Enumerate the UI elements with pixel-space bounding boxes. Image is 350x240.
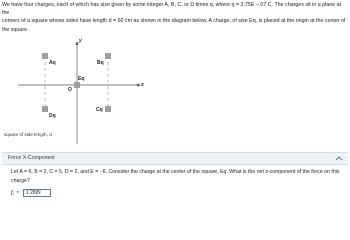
problem-line-3: the square.	[2, 26, 29, 33]
chevron-up-icon[interactable]	[334, 154, 344, 163]
charge-c-marker	[105, 106, 111, 112]
section-header[interactable]	[2, 153, 348, 165]
charge-d-marker	[42, 106, 48, 112]
problem-statement	[2, 1, 348, 34]
charge-b-marker	[105, 53, 111, 59]
y-axis-label: y	[79, 38, 82, 44]
charge-b-label: Bq	[97, 60, 104, 66]
force-x-section	[2, 152, 348, 218]
diagram-caption: square of side length, d	[4, 132, 52, 137]
origin-label: O	[68, 87, 72, 93]
charge-a-marker	[42, 53, 48, 59]
answer-label: fₓ =	[11, 190, 20, 196]
charge-d-label: Dq	[49, 113, 56, 119]
charge-a-label: Aq	[49, 60, 56, 66]
answer-row	[11, 188, 51, 198]
charge-c-label: Cq	[96, 107, 103, 113]
problem-line-1: We have four charges, each of which has size given by some integer A, B, C, or D times q, where q = 3.75E − 07 C. The charges sit in a plane at the	[2, 2, 341, 17]
x-axis-label: x	[141, 82, 144, 88]
charge-diagram	[0, 36, 175, 148]
question-line-1: Let A = 6, B = 2, C = 5, D = 2, and E = −6. Consider the charge at the center of the square, Eq. What is the net x-component of the force on this	[11, 169, 340, 175]
charge-e-marker	[74, 82, 80, 88]
question-text	[11, 168, 341, 185]
charge-e-label: Eq	[78, 76, 85, 82]
problem-line-2: corners of a square whose sides have length d = 60 cm as shown in the diagram below. A charge, of size Eq, is placed at the origin at the center of	[2, 18, 346, 25]
question-line-2: charge?	[11, 177, 30, 184]
answer-input[interactable]: 1.28|N	[23, 189, 51, 197]
section-title: Force X-Component	[8, 155, 55, 161]
